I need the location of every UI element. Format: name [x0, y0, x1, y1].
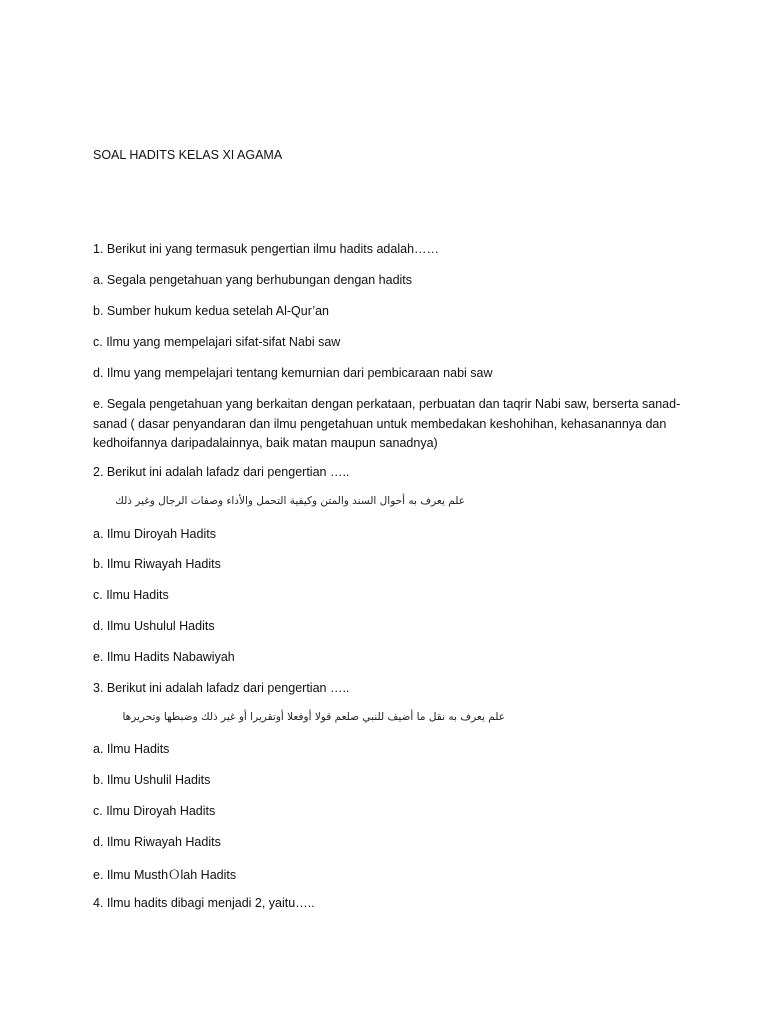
- q3-option-b: b. Ilmu Ushulil Hadits: [93, 773, 211, 787]
- q2-option-d: d. Ilmu Ushulul Hadits: [93, 619, 215, 633]
- question-4: 4. Ilmu hadits dibagi menjadi 2, yaitu…..: [93, 896, 315, 910]
- question-1: 1. Berikut ini yang termasuk pengertian ilmu hadits adalah……: [93, 242, 440, 256]
- q2-option-c: c. Ilmu Hadits: [93, 588, 169, 602]
- q1-option-b: b. Sumber hukum kedua setelah Al-Qur’an: [93, 304, 330, 318]
- question-3: 3. Berikut ini adalah lafadz dari pengertian …..: [93, 681, 350, 695]
- q2-option-e: e. Ilmu Hadits Nabawiyah: [93, 650, 235, 664]
- question-2: 2. Berikut ini adalah lafadz dari pengertian …..: [93, 465, 350, 479]
- q2-option-b: b. Ilmu Riwayah Hadits: [93, 557, 221, 571]
- q1-option-d: d. Ilmu yang mempelajari tentang kemurnian dari pembicaraan nabi saw: [93, 366, 493, 380]
- q1-option-c: c. Ilmu yang mempelajari sifat-sifat Nabi saw: [93, 335, 341, 349]
- q1-option-e: e. Segala pengetahuan yang berkaitan dengan perkataan, perbuatan dan taqrir Nabi saw, berserta sanad-sanad ( dasar penyandaran dan ilmu pengetahuan untuk membedakan keshohihan, kehasanannya dan kedhoifannya daripadalainnya, baik matan maupun sanadnya): [93, 397, 681, 450]
- q3-option-c: c. Ilmu Diroyah Hadits: [93, 804, 216, 818]
- document-title: SOAL HADITS KELAS XI AGAMA: [93, 148, 283, 162]
- q3-option-e: e. Ilmu MusthＯlah Hadits: [93, 868, 237, 882]
- q2-option-a: a. Ilmu Diroyah Hadits: [93, 527, 216, 541]
- q3-arabic-text: علم يعرف به نقل ما أضيف للنبي صلعم قولا أوفعلا أوتقريرا أو غير ذلك وضبطها وتحريرها: [122, 711, 505, 723]
- q1-option-a: a. Segala pengetahuan yang berhubungan dengan hadits: [93, 273, 413, 287]
- q3-option-d: d. Ilmu Riwayah Hadits: [93, 835, 221, 849]
- q2-arabic-text: علم يعرف به أحوال السند والمتن وكيفية التحمل والأداء وصفات الرجال وغير ذلك: [115, 495, 465, 507]
- q3-option-a: a. Ilmu Hadits: [93, 742, 170, 756]
